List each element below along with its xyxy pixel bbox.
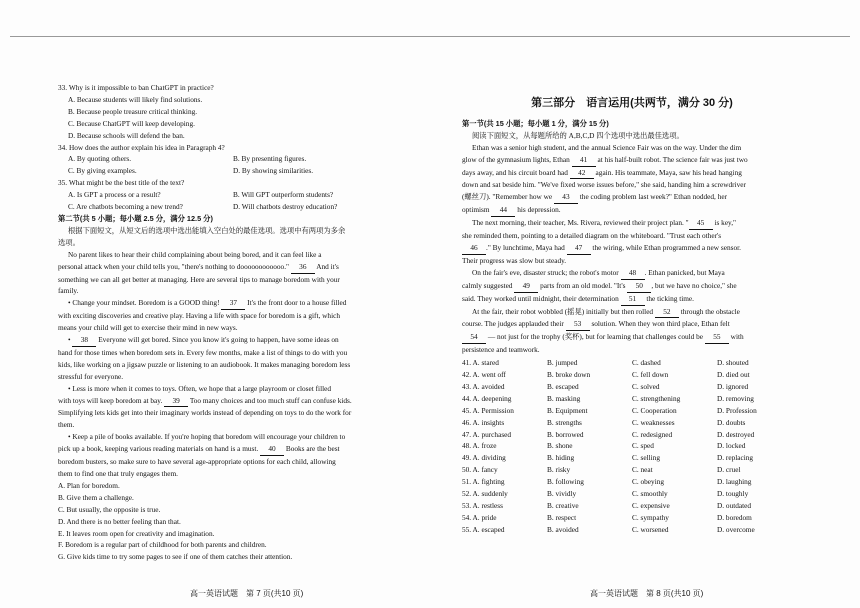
- q33-option-b: B. Because people treasure critical thinking.: [68, 106, 198, 116]
- q35-options-row1: [58, 189, 398, 201]
- blank-40: 40: [260, 443, 284, 456]
- q34-options-row2: [58, 165, 398, 177]
- choice-row-45: 45. A. Permission B. Equipment C. Cooperation D. Profession: [462, 405, 757, 415]
- choice-row-44: 44. A. deepening B. masking C. strengthening D. removing: [462, 393, 754, 403]
- passage-line: them to find one that truly engages them.: [58, 469, 178, 478]
- passage-line: (螺丝刀). "Remember how we 43 the coding problem last week?" Ethan nodded, her: [462, 191, 802, 204]
- choice-row-54: 54. A. pride B. respect C. sympathy D. boredom: [462, 512, 752, 522]
- passage-line: kids, like working on a jigsaw puzzle or listening to an audiobook. It makes managing boredom less: [58, 359, 351, 369]
- passage-line: optimism 44 his depression.: [462, 204, 802, 217]
- choices-table: [462, 357, 802, 536]
- blank-41: 41: [572, 154, 596, 167]
- blank-36: 36: [291, 261, 315, 274]
- q35-option-b: B. Will GPT outperform students?: [233, 190, 334, 200]
- passage-line: • Keep a pile of books available. If you're hoping that boredom will encourage your children to: [68, 432, 346, 442]
- choice-row-48: 48. A. froze B. shone C. sped D. locked: [462, 441, 746, 451]
- section2-option: B. Give them a challenge.: [58, 492, 134, 502]
- passage-line: • 38 Everyone will get bored. Since you know it's going to happen, have some ideas on: [58, 334, 398, 347]
- passage-line: pick up a book, keeping various reading materials on hand is a must. 40 Books are the best: [58, 443, 398, 456]
- q34-option-c: C. By giving examples.: [68, 166, 137, 176]
- section2-option: E. It leaves room open for creativity and imagination.: [58, 528, 215, 538]
- section2-instructions: 根据下面短文，从短文后的选项中选出能填入空白处的最佳选项。选项中有两项为多余: [68, 225, 346, 235]
- passage-line: Simplifying lets kids get into their imaginary worlds instead of depending on toys to do the work for: [58, 408, 352, 418]
- blank-52: 52: [655, 306, 679, 319]
- choice-row-41: 41. A. stared B. jumped C. dashed D. shouted: [462, 358, 749, 368]
- blank-51: 51: [621, 293, 645, 306]
- q33-option-d: D. Because schools will defend the ban.: [68, 130, 185, 140]
- section1-instructions: 阅读下面短文，从每题所给的 A,B,C,D 四个选项中选出最佳选项。: [472, 130, 684, 140]
- choice-row-43: 43. A. avoided B. escaped C. solved D. ignored: [462, 381, 749, 391]
- choice-row-49: 49. A. dividing B. hiding C. selling D. replacing: [462, 453, 754, 463]
- passage-line: Their progress was slow but steady.: [462, 255, 567, 265]
- passage-line: course. The judges applauded their 53 solution. When they won third place, Ethan felt: [462, 318, 802, 331]
- section2-option: C. But usually, the opposite is true.: [58, 504, 161, 514]
- passage-line: persistence and teamwork.: [462, 345, 540, 355]
- blank-54: 54: [462, 331, 486, 344]
- passage-line: personal attack when your child tells you, "there's nothing to doooooooooooo." 36 And it's: [58, 261, 398, 274]
- q35-options-row2: [58, 201, 398, 213]
- section2-option: D. And there is no better feeling than that.: [58, 516, 181, 526]
- passage-line: with toys will keep boredom at bay. 39 Too many choices and too much stuff can confuse kids.: [58, 395, 398, 408]
- blank-48: 48: [621, 267, 645, 280]
- passage-line: days away, and his circuit board had 42 again. His teammate, Maya, saw his head hanging: [462, 167, 802, 180]
- q35-option-c: C. Are chatbots becoming a new trend?: [68, 202, 183, 212]
- right-page-footer: 高一英语试题 第 8 页(共10 页): [590, 589, 704, 598]
- q33-stem: 33. Why is it impossible to ban ChatGPT in practice?: [58, 83, 214, 92]
- q35-option-d: D. Will chatbots destroy education?: [233, 202, 338, 212]
- left-page-footer: 高一英语试题 第 7 页(共10 页): [190, 589, 304, 598]
- blank-37: 37: [221, 297, 245, 310]
- passage-line: with exciting discoveries and creative play. Having a life with space for boredom is a gift, which: [58, 311, 340, 321]
- left-page: [58, 82, 398, 563]
- blank-38: 38: [72, 334, 96, 347]
- choice-row-46: 46. A. insights B. strengths C. weaknesses D. doubts: [462, 417, 746, 427]
- blank-43: 43: [554, 191, 578, 204]
- passage-line: 46 ." By lunchtime, Maya had 47 the wiring, while Ethan programmed a new sensor.: [462, 242, 802, 255]
- section2-instructions-cont: 选项。: [58, 237, 80, 247]
- passage-line: calmly suggested 49 parts from an old model. "It's 50 , but we have no choice," she: [462, 280, 802, 293]
- passage-line: • Less is more when it comes to toys. Often, we hope that a large playroom or closet filled: [68, 383, 332, 393]
- passage-line: something we can all get better at managing. Here are several tips to manage boredom with your: [58, 274, 340, 284]
- part3-title: 第三部分 语言运用(共两节，满分 30 分): [531, 97, 733, 109]
- passage-line: them.: [58, 420, 75, 430]
- blank-45: 45: [689, 217, 713, 230]
- blank-46: 46: [462, 242, 486, 255]
- q33-option-c: C. Because ChatGPT will keep developing.: [68, 118, 195, 128]
- q34-option-d: D. By showing similarities.: [233, 166, 314, 176]
- passage-line: she reminded them, pointing to a detailed diagram on the whiteboard. "Trust each other's: [462, 231, 722, 241]
- choice-row-51: 51. A. fighting B. following C. obeying D. laughing: [462, 477, 752, 487]
- q34-stem: 34. How does the author explain his idea in Paragraph 4?: [58, 142, 225, 152]
- choice-row-50: 50. A. fancy B. risky C. neat D. cruel: [462, 465, 741, 475]
- passage-line: Ethan was a senior high student, and the annual Science Fair was on the way. Under the dim: [472, 142, 742, 152]
- passage-line: boredom busters, so make sure to have several age-appropriate options for each child, allowing: [58, 457, 336, 467]
- passage-line: stressful for everyone.: [58, 371, 124, 381]
- blank-42: 42: [570, 167, 594, 180]
- passage-line: No parent likes to hear their child complaining about being bored, and it can feel like a: [68, 249, 322, 259]
- q34-options-row1: [58, 153, 398, 165]
- passage-line: said. They worked until midnight, their determination 51 the ticking time.: [462, 293, 802, 306]
- choice-row-53: 53. A. restless B. creative C. expensive D. outdated: [462, 501, 752, 510]
- section1-heading: 第一节(共 15 小题；每小题 1 分，满分 15 分): [462, 118, 609, 128]
- blank-47: 47: [567, 242, 591, 255]
- section2-option: A. Plan for boredom.: [58, 480, 120, 490]
- passage-line: • Change your mindset. Boredom is a GOOD thing! 37 It's the front door to a house filled: [58, 297, 398, 310]
- blank-39: 39: [164, 395, 188, 408]
- q34-option-b: B. By presenting figures.: [233, 154, 307, 164]
- passage-line: means your child will get to exercise their mind in new ways.: [58, 323, 238, 333]
- choice-row-55: 55. A. escaped B. avoided C. worsened D. overcome: [462, 524, 755, 534]
- top-rule: [10, 36, 850, 37]
- q33-option-a: A. Because students will likely find solutions.: [68, 94, 203, 104]
- passage-line: The next morning, their teacher, Ms. Rivera, reviewed their project plan. " 45 is key,": [462, 217, 802, 230]
- passage-line: glow of the gymnasium lights, Ethan 41 at his half-built robot. The science fair was just two: [462, 154, 802, 167]
- passage-line: hand for those times when boredom sets in. Every few months, make a list of things to do with you: [58, 347, 348, 357]
- blank-53: 53: [566, 318, 590, 331]
- choice-row-42: 42. A. went off B. broke down C. fell down D. died out: [462, 370, 750, 380]
- blank-49: 49: [514, 280, 538, 293]
- section2-heading: 第二节(共 5 小题；每小题 2.5 分，满分 12.5 分): [58, 213, 213, 223]
- section2-option: G. Give kids time to try some pages to see if one of them catches their attention.: [58, 552, 293, 562]
- q35-option-a: A. Is GPT a process or a result?: [68, 190, 161, 200]
- blank-50: 50: [627, 280, 651, 293]
- passage-line: down and sat beside him. "We've fixed worse issues before," she said, handing him a screwdriver: [462, 180, 746, 190]
- q34-option-a: A. By quoting others.: [68, 154, 132, 164]
- blank-44: 44: [491, 204, 515, 217]
- passage-line: At the fair, their robot wobbled (摇晃) initially but then rolled 52 through the obstacle: [462, 306, 802, 319]
- blank-55: 55: [705, 331, 729, 344]
- passage-line: 54 — not just for the trophy (奖杯), but for learning that challenges could be 55 with: [462, 331, 802, 344]
- passage-line: family.: [58, 286, 79, 296]
- choice-row-52: 52. A. suddenly B. vividly C. smoothly D. toughly: [462, 489, 749, 499]
- choice-row-47: 47. A. purchased B. borrowed C. redesigned D. destroyed: [462, 429, 755, 439]
- section2-option: F. Boredom is a regular part of childhood for both parents and children.: [58, 540, 267, 550]
- right-page: [462, 92, 802, 536]
- q35-stem: 35. What might be the best title of the text?: [58, 178, 185, 188]
- passage-line: On the fair's eve, disaster struck; the robot's motor 48 . Ethan panicked, but Maya: [462, 267, 802, 280]
